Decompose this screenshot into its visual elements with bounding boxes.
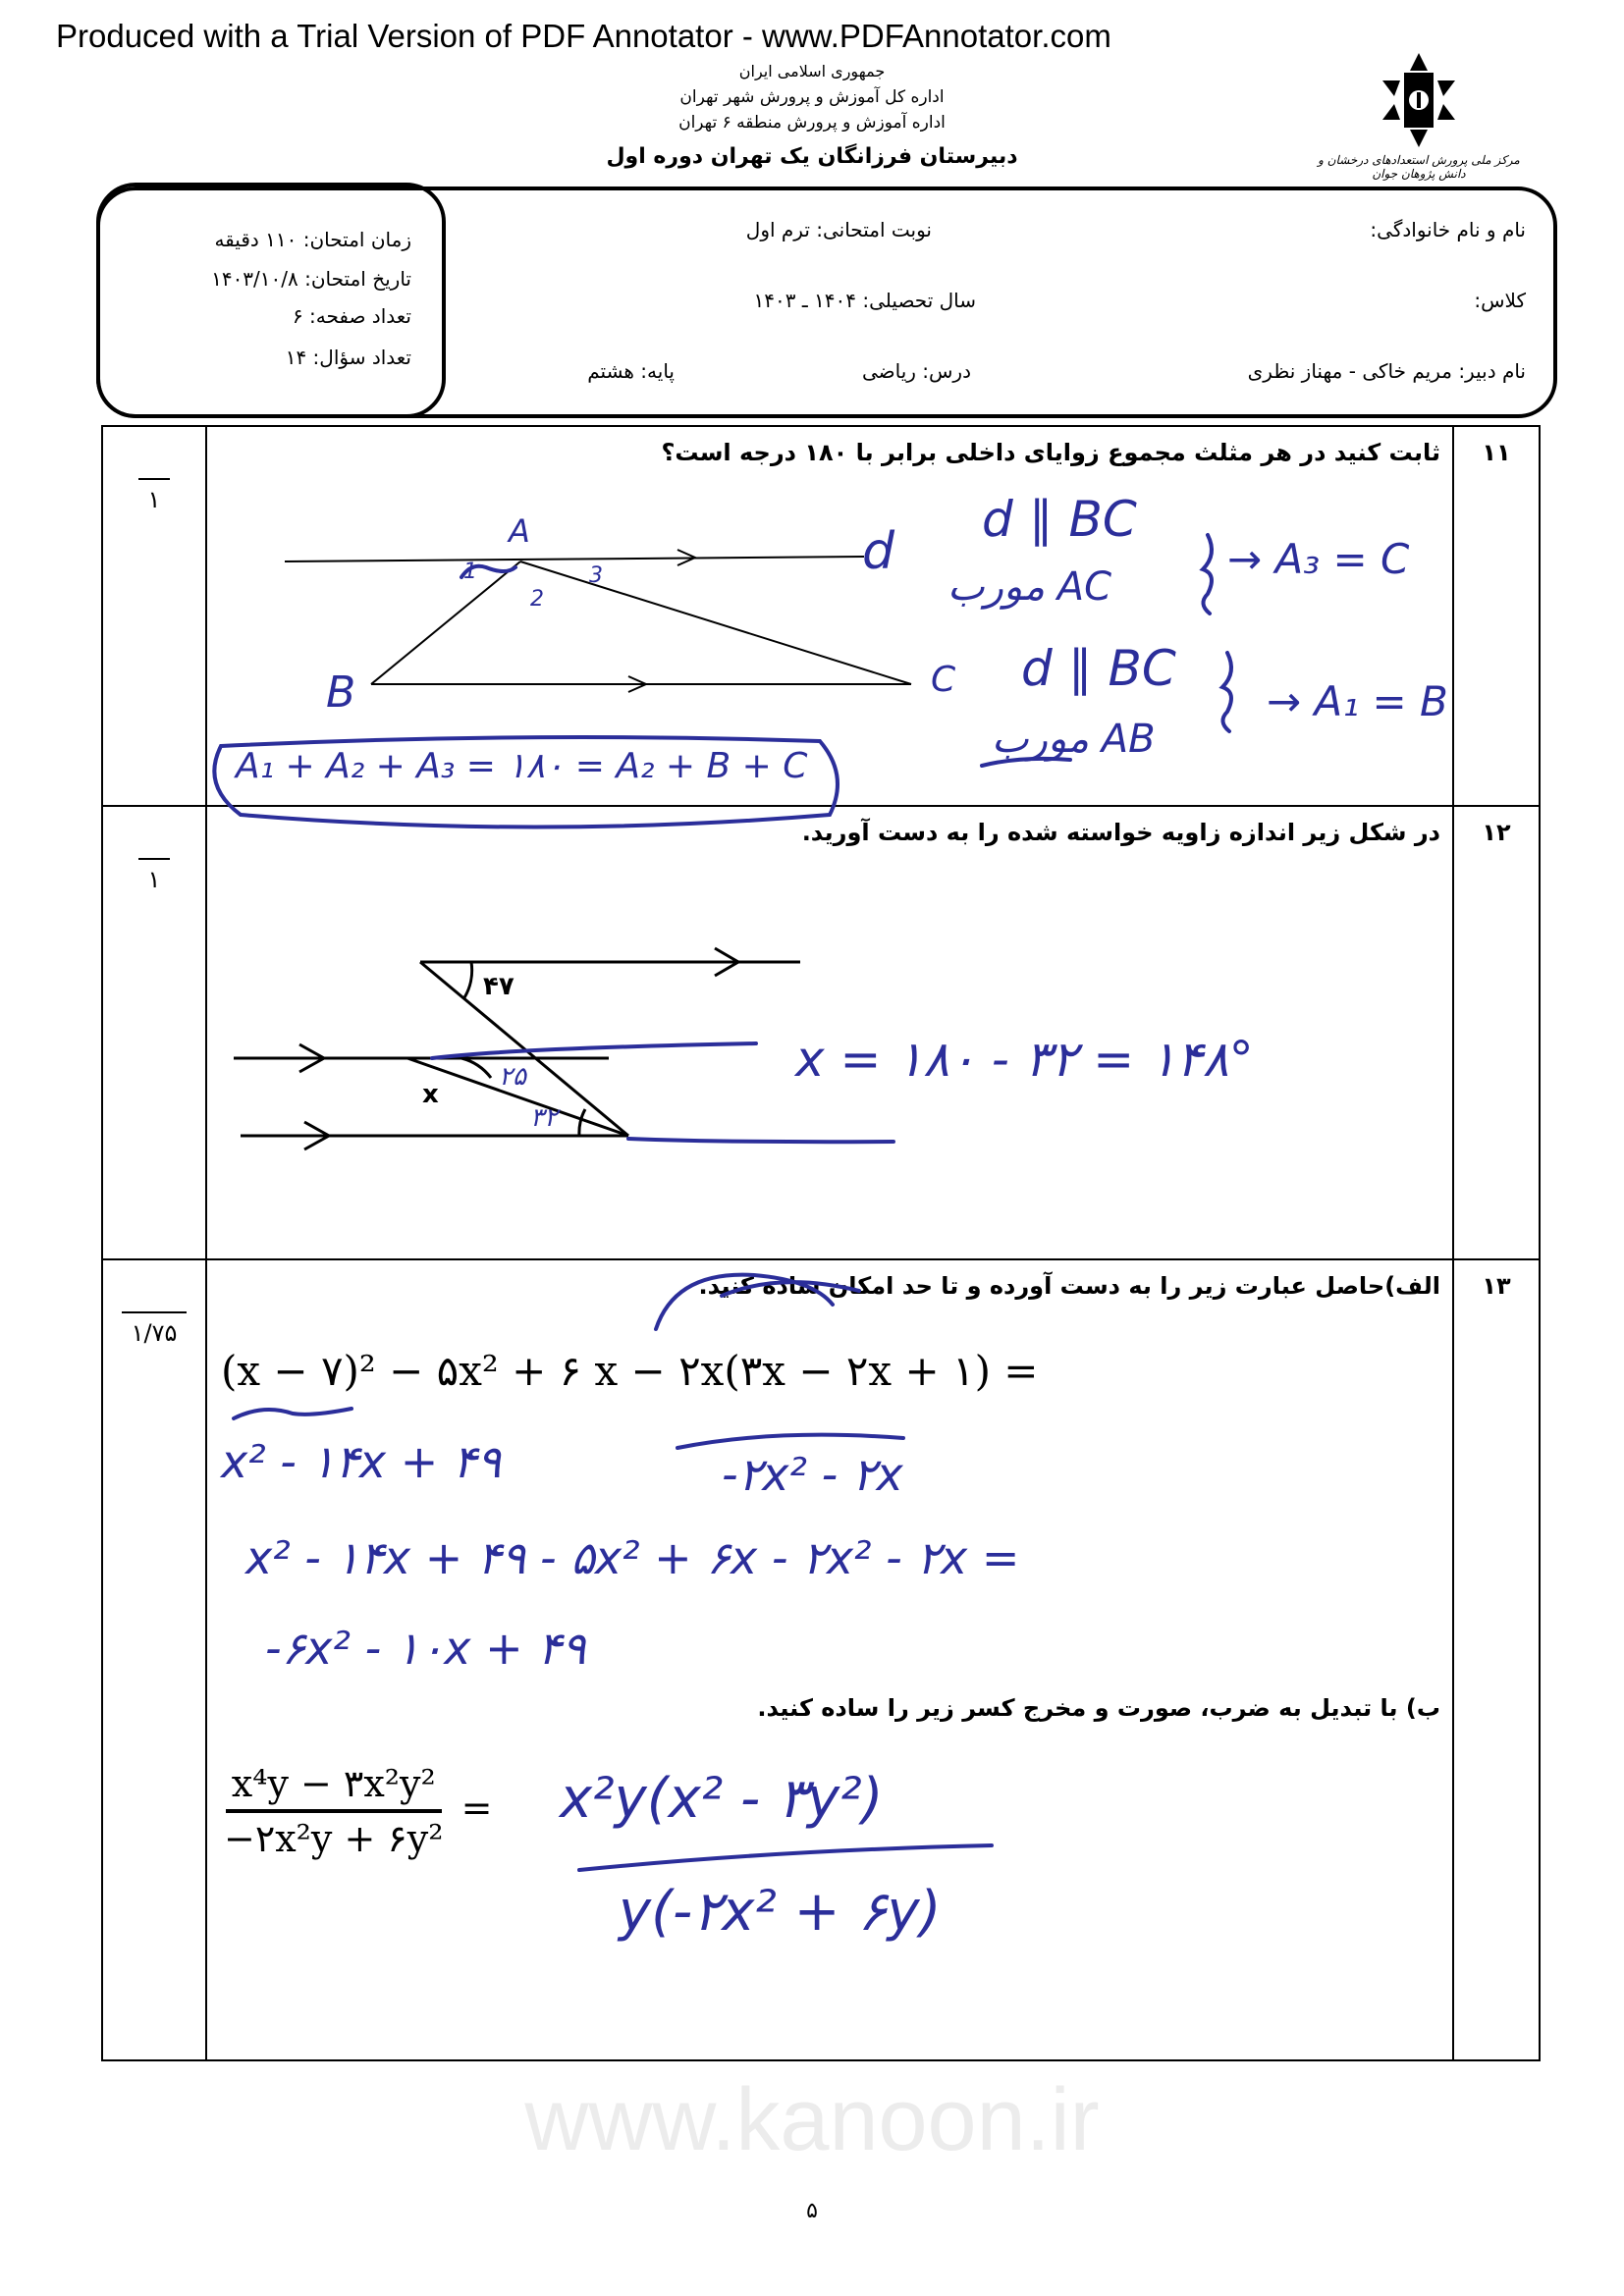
expression-b — [218, 1762, 492, 1860]
question-text-a: الف)حاصل عبارت زیر را به دست آورده و تا حد امکان ساده کنید. — [698, 1272, 1440, 1300]
angle-2-label: 2 — [530, 587, 544, 612]
line-d-label: d — [862, 522, 895, 581]
question-text-b: ب) با تبدیل به ضرب، صورت و مخرج کسر زیر را ساده کنید. — [757, 1694, 1440, 1722]
question-text: در شکل زیر اندازه زاویه خواسته شده را به دست آورید. — [801, 819, 1440, 846]
angle-32-label: ۳۲ — [530, 1103, 558, 1133]
class-label: کلاس: — [1474, 289, 1526, 312]
hand-step: -۲x² - ۲x — [722, 1448, 903, 1501]
header-line-2: اداره کل آموزش و پرورش شهر تهران — [679, 87, 945, 107]
page-number: ۵ — [806, 2199, 818, 2223]
trial-banner: Produced with a Trial Version of PDF Annotator - www.PDFAnnotator.com — [56, 18, 1111, 54]
school-name: دبیرستان فرزانگان یک تهران دوره اول — [606, 144, 1018, 169]
question-text: ثابت کنید در هر مثلث مجموع زوایای داخلی برابر با ۱۸۰ درجه است؟ — [661, 439, 1440, 466]
question-number: ۱۱ — [1453, 426, 1540, 806]
angle-3-label: 3 — [589, 563, 603, 588]
hand-answer: x = ۱۸۰ - ۳۲ = ۱۴۸° — [795, 1031, 1254, 1088]
question-score: ۱/۷۵ — [122, 1311, 188, 1347]
hand-step: x² - ۱۴x + ۴۹ - ۵x² + ۶x - ۲x² - ۲x = — [245, 1531, 1020, 1584]
angle-1-label: 1 — [463, 560, 477, 584]
vertex-c-label: C — [931, 660, 956, 700]
hand-numerator: x²y(x² - ۳y²) — [560, 1767, 884, 1831]
exam-term: نوبت امتحانی: ترم اول — [745, 218, 932, 241]
academic-year: سال تحصیلی: ۱۴۰۴ ـ ۱۴۰۳ — [753, 289, 976, 312]
header-line-3: اداره آموزش و پرورش منطقه ۶ تهران — [678, 113, 946, 133]
question-count: تعداد سؤال: ۱۴ — [285, 346, 411, 369]
logo-caption: مرکز ملی پرورش استعدادهای درخشان و دانش پژوهان جوان — [1318, 153, 1520, 181]
vertex-b-label: B — [326, 667, 356, 718]
fraction-denominator: −۲x²y + ۶y² — [224, 1817, 444, 1860]
question-number: ۱۲ — [1453, 806, 1540, 1259]
fraction — [218, 1762, 450, 1860]
score-cell — [102, 426, 206, 806]
exam-duration: زمان امتحان: ۱۱۰ دقیقه — [214, 228, 411, 251]
teacher-label: نام دبیر: مریم خاکی - مهناز نظری — [1247, 359, 1526, 383]
header-line-1: جمهوری اسلامی ایران — [738, 62, 886, 80]
question-score: ۱ — [138, 858, 171, 893]
hand-note: AB مورب — [992, 717, 1156, 762]
hand-denominator: y(-۲x² + ۶y) — [619, 1880, 942, 1944]
page-count: تعداد صفحه: ۶ — [292, 304, 411, 328]
hand-note: d ∥ BC — [982, 491, 1137, 548]
angle-47-label: ۴۷ — [483, 972, 514, 1001]
vertex-a-label: A — [509, 512, 530, 550]
score-cell — [102, 806, 206, 1259]
logo-icon — [1375, 51, 1463, 149]
hand-note: → A₁ = B — [1267, 677, 1448, 725]
hand-note: AC مورب — [947, 564, 1112, 610]
equals-sign: = — [460, 1786, 493, 1830]
score-cell — [102, 1259, 206, 2060]
hand-note: A₁ + A₂ + A₃ = ۱۸۰ = A₂ + B + C — [236, 746, 808, 786]
question-score: ۱ — [138, 478, 171, 513]
fraction-numerator: x⁴y − ۳x²y² — [226, 1762, 442, 1813]
grade-label: پایه: هشتم — [587, 359, 675, 383]
exam-meta-box — [96, 183, 446, 418]
hand-step: x² - ۱۴x + ۴۹ — [221, 1435, 502, 1488]
watermark: www.kanoon.ir — [524, 2071, 1100, 2169]
hand-step: -۶x² - ۱۰x + ۴۹ — [265, 1622, 586, 1675]
exam-date: تاریخ امتحان: ۱۴۰۳/۱۰/۸ — [211, 267, 411, 291]
subject-label: درس: ریاضی — [861, 359, 971, 383]
hand-note: → A₃ = C — [1227, 535, 1410, 583]
question-number: ۱۳ — [1453, 1259, 1540, 2060]
angle-25-label: ۲۵ — [499, 1062, 526, 1092]
expression-a: (x − ۷)² − ۵x² + ۶ x − ۲x(۳x − ۲x + ۱) = — [221, 1347, 1039, 1395]
angle-x-label: x — [422, 1080, 439, 1109]
hand-note: d ∥ BC — [1021, 640, 1176, 697]
student-name-label: نام و نام خانوادگی: — [1370, 218, 1526, 241]
